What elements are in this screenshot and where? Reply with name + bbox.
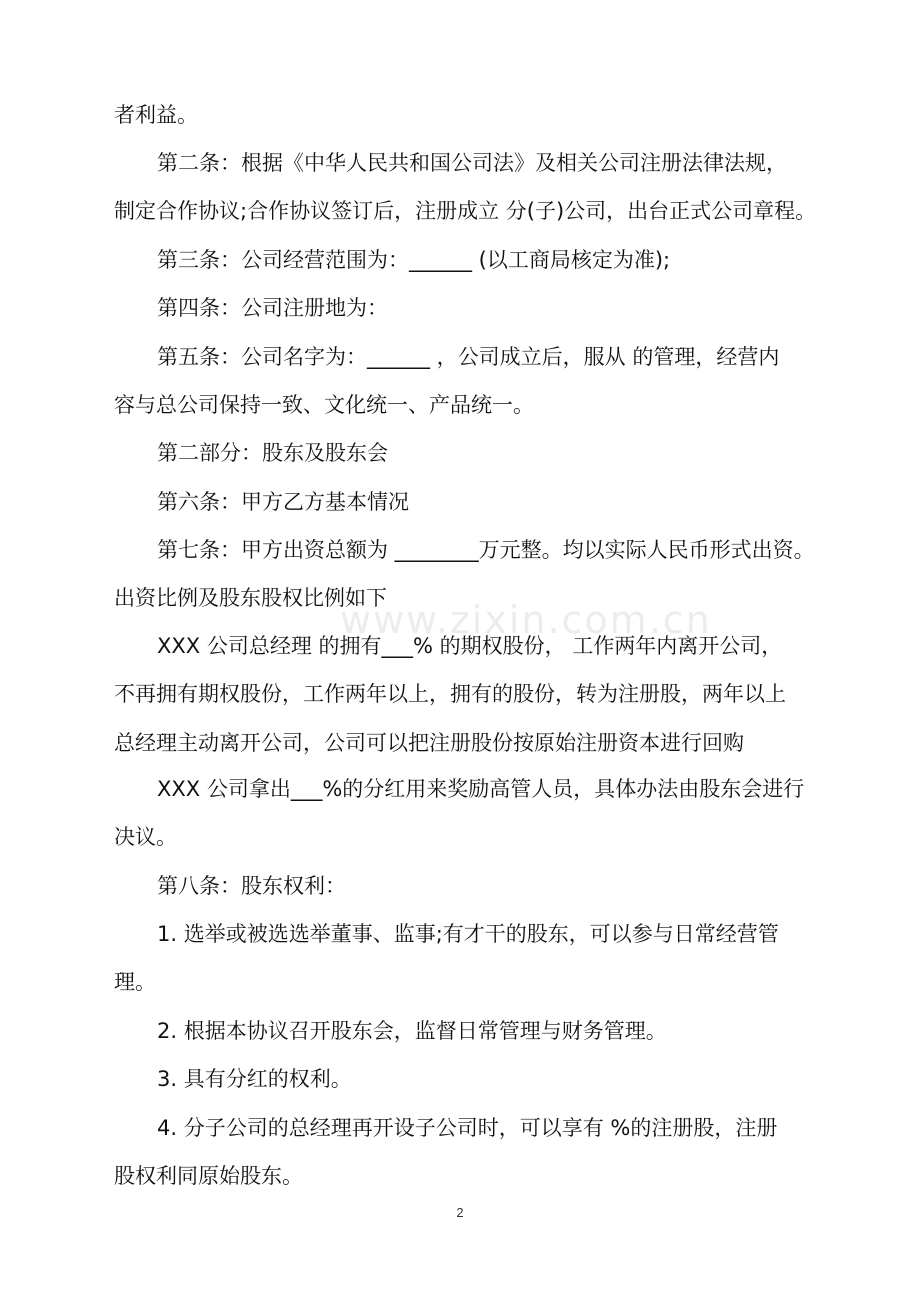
text-line: 第二部分：股东及股东会 [157,441,388,465]
text-line: 1. 选举或被选选举董事、监事;有才干的股东，可以参与日常经营管 [157,922,779,946]
page-number: 2 [456,1205,464,1220]
paragraph-article-6 [114,478,814,526]
paragraph-article-5 [114,333,814,430]
text-line: 者利益。 [114,103,198,127]
text-line: XXX 公司拿出___%的分红用来奖励高管人员，具体办法由股东会进行 [157,777,805,801]
list-item-3 [114,1055,814,1103]
paragraph-continuation [114,91,814,139]
text-line: 决议。 [114,825,177,850]
paragraph-article-2 [114,139,817,236]
paragraph-article-8 [114,862,814,910]
text-line: 第六条：甲方乙方基本情况 [157,490,409,514]
paragraph-gm-options [114,622,814,767]
text-line: 2. 根据本协议召开股东会，监督日常管理与财务管理。 [157,1019,667,1043]
section-heading-part-2 [114,429,814,477]
text-line: 第七条：甲方出资总额为 ________万元整。均以实际人民币形式出资。 [157,538,815,562]
text-line: XXX 公司总经理 的拥有___% 的期权股份， 工作两年内离开公司， [157,634,783,658]
text-line: 容与总公司保持一致、文化统一、产品统一。 [114,393,534,418]
list-item-4 [114,1104,814,1201]
text-line: 4. 分子公司的总经理再开设子公司时，可以享有 %的注册股，注册 [157,1116,778,1140]
watermark: www.zixin.com.cn [340,598,712,642]
text-line: 不再拥有期权股份，工作两年以上，拥有的股份，转为注册股，两年以上 [114,682,786,707]
text-line: 出资比例及股东股权比例如下 [114,586,387,611]
text-line: 理。 [114,970,156,995]
list-item-1 [114,910,814,1007]
list-item-2 [114,1007,814,1055]
text-line: 总经理主动离开公司，公司可以把注册股份按原始注册资本进行回购 [114,730,744,755]
text-line: 股权利同原始股东。 [114,1164,303,1189]
text-line: 第三条：公司经营范围为：______ (以工商局核定为准); [157,248,671,272]
paragraph-article-4 [114,284,814,332]
text-line: 第五条：公司名字为：______ ，公司成立后，服从 的管理，经营内 [157,345,780,369]
paragraph-dividend-reward [114,765,814,862]
text-line: 第八条：股东权利： [157,874,346,898]
paragraph-article-7 [114,526,814,623]
text-line: 3. 具有分红的权利。 [157,1067,352,1091]
paragraph-article-3 [114,236,814,284]
text-line: 第四条：公司注册地为： [157,296,388,320]
text-line: 制定合作协议;合作协议签订后，注册成立 分(子)公司，出台正式公司章程。 [114,199,817,224]
text-line: 第二条：根据《中华人民共和国公司法》及相关公司注册法律法规， [157,151,787,175]
